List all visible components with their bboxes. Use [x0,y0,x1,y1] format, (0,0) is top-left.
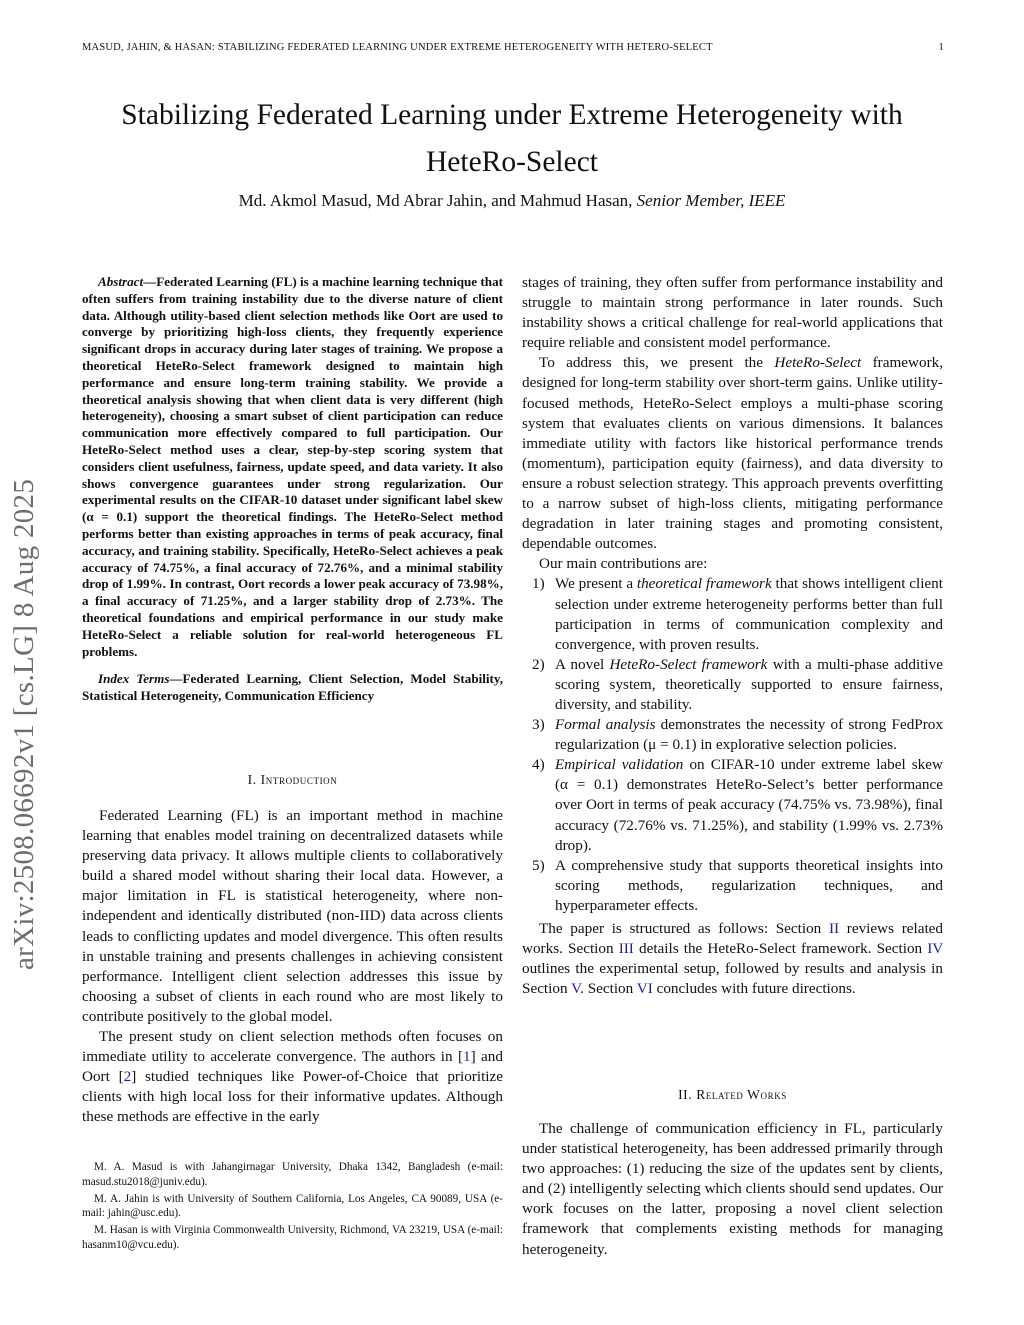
contribution-number: 4) [532,756,545,774]
introduction-heading-text: Introduction [260,772,338,787]
right-p2-text-a: To address this, we present the [539,354,775,372]
index-terms [82,671,503,705]
abstract [82,274,503,660]
structure-text-b: reviews related works. Section [522,920,944,958]
title-line-1: Stabilizing Federated Learning under Extreme Heterogeneity with [121,99,903,131]
title-line-2: HeteRo-Select [425,146,599,178]
paper-structure-paragraph [522,919,943,999]
citation-link-2[interactable]: 2 [123,1068,132,1086]
contribution-text-rest: that shows intelligent client selection under extreme heterogeneity performs better than full participation in terms of communication complexity and convergence, with proven results. [555,575,943,653]
author-names: Md. Akmol Masud, Md Abrar Jahin, and Mahmud Hasan, [238,191,633,210]
citation-link-1[interactable]: 1 [463,1048,471,1066]
contribution-emphasis: Formal analysis [555,716,656,734]
contribution-emphasis: HeteRo-Select framework [609,655,768,673]
footnote-masud: M. A. Masud is with Jahangirnagar University, Dhaka 1342, Bangladesh (e-mail: masud.stu2018@juniv.edu). [82,1161,503,1188]
footnotes [82,1160,503,1255]
contribution-item [522,715,943,755]
intro-paragraph-1: Federated Learning (FL) is an important method in machine learning that enables model training on decentralized datasets while preserving data privacy. It allows multiple clients to collaboratively build a shared model without sharing their local data. However, a major limitation in FL is statistical heterogeneity, where non-independent and identically distributed (non-IID) data across clients leads to conflicting updates and model divergence. This often results in unstable training and presents challenges in achieving consistent performance. Intelligent client selection addresses this issue by choosing a subset of clients in each round who are most likely to contribute positively to the global model. [82,807,503,1025]
contribution-text-rest: on CIFAR-10 under extreme label skew (α = 0.1) demonstrates HeteRo-Select’s better performance over Oort in terms of peak accuracy (74.75% vs. 73.98%), final accuracy (72.76% vs. 71.25%), and stability (1.99% vs. 2.73% drop). [555,756,943,854]
right-column [522,273,943,999]
intro-p2-text-c: ] studied techniques like Power-of-Choice that prioritize clients with high local loss for their informative updates. Although these methods are effective in the early [82,1068,504,1126]
footnote-hasan: M. Hasan is with Virginia Commonwealth University, Richmond, VA 23219, USA (e-mail: hasanm10@vcu.edu). [82,1224,503,1251]
introduction-heading-number: I. [247,772,257,787]
structure-text-d: outlines the experimental setup, followed by results and analysis in Section [522,960,943,998]
structure-text-c: details the HeteRo-Select framework. Section [633,940,928,958]
framework-name-emphasis: HeteRo-Select [774,354,862,372]
author-membership: Senior Member, IEEE [636,191,786,210]
page-number: 1 [938,42,944,53]
related-paragraph-1: The challenge of communication efficiency in FL, particularly under statistical heterogeneity, has been addressed primarily through two approaches: (1) reducing the size of the updates sent by clients, and (2) intelligently selecting which clients should send updates. Our work focuses on the latter, proposing a novel client selection framework that complements existing methods for managing heterogeneity. [522,1120,943,1258]
section-link-6[interactable]: VI [636,980,653,998]
contribution-emphasis: Empirical validation [555,756,684,774]
contribution-number: 3) [532,716,545,734]
contribution-emphasis: theoretical framework [636,575,772,593]
intro-p2-text-a: The present study on client selection methods often focuses on immediate utility to accelerate convergence. The authors in [ [82,1028,503,1066]
paper-title [60,92,964,186]
abstract-label: Abstract [98,274,144,289]
section-link-2[interactable]: II [828,920,840,937]
contribution-text: We present a [555,575,637,593]
contribution-item [522,755,943,855]
arxiv-stamp: arXiv:2508.06692v1 [cs.LG] 8 Aug 2025 [8,478,40,970]
contribution-text: A novel [555,655,610,673]
right-p2-text-b: framework, designed for long-term stability over short-term gains. Unlike utility-focused methods, HeteRo-Select employs a multi-phase scoring system that evaluates clients on various dimensions. It balances immediate utility with factors like historical performance trends (momentum), participation equity (fairness), and data diversity to ensure a robust selection strategy. This approach prevents overfitting to a narrow subset of high-loss clients, mitigating performance degradation in later training stages and promoting consistent, dependable outcomes. [522,354,944,553]
related-heading-text: Related Works [696,1087,787,1102]
contribution-number: 2) [532,655,545,673]
structure-text-f: concludes with future directions. [652,980,856,998]
contribution-text-rest: demonstrates the necessity of strong FedProx regularization (μ = 0.1) in explorative selection policies. [555,716,943,754]
running-head-text: MASUD, JAHIN, & HASAN: STABILIZING FEDERATED LEARNING UNDER EXTREME HETEROGENEITY WITH HETERO-SELECT [82,42,713,53]
structure-text-e: . Section [580,980,637,998]
related-heading-number: II. [678,1087,693,1102]
author-line [60,191,964,211]
section-link-4[interactable]: IV [927,940,943,958]
contribution-item [522,574,943,654]
contribution-number: 5) [532,856,545,874]
intro-p2-text-b: ] and Oort [ [82,1048,503,1086]
contribution-item [522,655,943,715]
structure-text-a: The paper is structured as follows: Section [539,920,829,937]
right-paragraph-2 [522,353,943,554]
contribution-text-rest: with a multi-phase additive scoring system, theoretically supported to ensure fairness, diversity, and stability. [555,655,943,713]
introduction-section [82,772,503,1128]
left-column [82,274,503,705]
contribution-item [522,856,943,916]
related-works-heading [522,1087,943,1103]
footnote-jahin: M. A. Jahin is with University of Southern California, Los Angeles, CA 90089, USA (e-mail: jahin@usc.edu). [82,1192,503,1219]
section-link-5[interactable]: V [571,980,581,998]
contribution-number: 1) [532,575,545,593]
index-terms-label: Index Terms [98,671,170,687]
introduction-heading [82,772,503,788]
right-paragraph-1: stages of training, they often suffer from performance instability and struggle to maintain strong performance in later rounds. Such instability shows a critical challenge for real-world applications that require reliable and consistent model performance. [522,274,943,352]
running-header [82,42,944,53]
section-link-3[interactable]: III [618,940,634,958]
intro-paragraph-2 [82,1027,503,1127]
contributions-list [522,574,943,916]
contributions-intro: Our main contributions are: [539,555,708,573]
contribution-text: A comprehensive study that supports theoretical insights into scoring methods, regularization techniques, and hyperparameter effects. [555,856,943,914]
index-terms-text: —Federated Learning, Client Selection, Model Stability, Statistical Heterogeneity, Communication Efficiency [82,671,503,704]
related-works-section [522,1087,943,1260]
abstract-text: —Federated Learning (FL) is a machine learning technique that often suffers from training instability due to the diverse nature of client data. Although utility-based client selection methods like Oort are used to converge by prioritizing high-loss clients, they frequently experience significant drops in accuracy during later stages of training. We propose a theoretical HeteRo-Select framework designed to maintain high performance and ensure long-term training stability. We provide a theoretical analysis showing that when client data is very different (high heterogeneity), choosing a smart subset of client participation can reduce communication more effectively compared to full participation. Our HeteRo-Select method uses a clear, step-by-step scoring system that considers client usefulness, fairness, update speed, and data variety. It also shows convergence guarantees under strong regularization. Our experimental results on the CIFAR-10 dataset under significant label skew (α = 0.1) support the theoretical findings. The HeteRo-Select method performs better than existing approaches in terms of peak accuracy, final accuracy, and training stability. Specifically, HeteRo-Select achieves a peak accuracy of 74.75%, a final accuracy of 72.76%, and a minimal stability drop of 1.99%. In contrast, Oort records a lower peak accuracy of 73.98%, a final accuracy of 71.25%, and a larger stability drop of 2.73%. The theoretical foundations and empirical performance in our study make HeteRo-Select a reliable solution for real-world heterogeneous FL problems. [82,274,503,659]
